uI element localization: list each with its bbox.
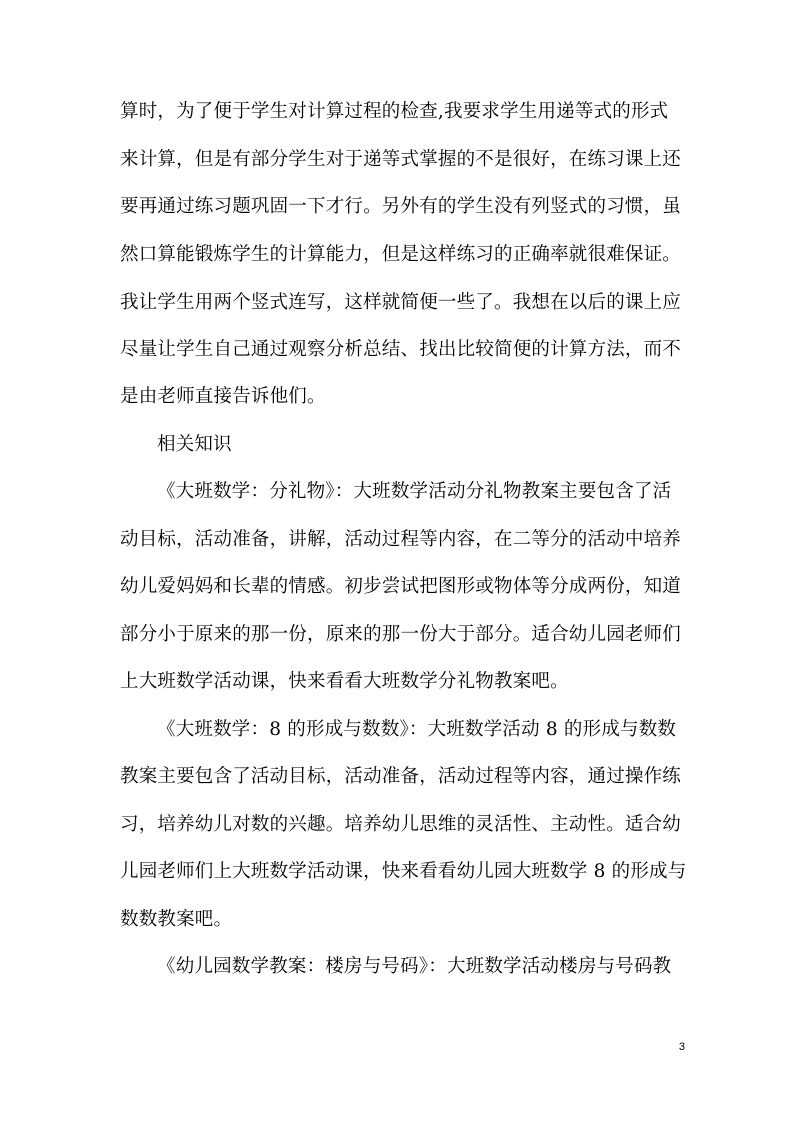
paragraph-line: 部分小于原来的那一份，原来的那一份大于部分。适合幼儿园老师们 bbox=[120, 624, 682, 645]
paragraph-line: 《幼儿园数学教案：楼房与号码》：大班数学活动楼房与号码教 bbox=[157, 956, 672, 977]
paragraph-line: 《大班数学：8 的形成与数数》：大班数学活动 8 的形成与数数 bbox=[157, 719, 677, 740]
paragraph-line: 教案主要包含了活动目标，活动准备，活动过程等内容，通过操作练 bbox=[120, 766, 682, 787]
paragraph-line: 动目标，活动准备，讲解，活动过程等内容，在二等分的活动中培养 bbox=[120, 529, 682, 550]
paragraph-line: 上大班数学活动课，快来看看大班数学分礼物教案吧。 bbox=[120, 671, 569, 692]
paragraph-line: 我让学生用两个竖式连写，这样就简便一些了。我想在以后的课上应 bbox=[120, 292, 682, 313]
paragraph-line: 尽量让学生自己通过观察分析总结、找出比较简便的计算方法，而不 bbox=[120, 339, 682, 360]
paragraph-line: 幼儿爱妈妈和长辈的情感。初步尝试把图形或物体等分成两份，知道 bbox=[120, 576, 682, 597]
paragraph-line: 数数教案吧。 bbox=[120, 909, 233, 930]
paragraph-line: 是由老师直接告诉他们。 bbox=[120, 386, 326, 407]
paragraph-line: 要再通过练习题巩固一下才行。另外有的学生没有列竖式的习惯，虽 bbox=[120, 196, 682, 217]
page-number: 3 bbox=[678, 1041, 685, 1053]
paragraph-line: 然口算能锻炼学生的计算能力，但是这样练习的正确率就很难保证。 bbox=[120, 244, 682, 265]
paragraph-line: 儿园老师们上大班数学活动课，快来看看幼儿园大班数学 8 的形成与 bbox=[120, 861, 687, 882]
section-heading: 相关知识 bbox=[157, 434, 232, 455]
paragraph-line: 《大班数学：分礼物》：大班数学活动分礼物教案主要包含了活 bbox=[157, 481, 672, 502]
paragraph-line: 算时，为了便于学生对计算过程的检查,我要求学生用递等式的形式 bbox=[120, 101, 669, 122]
paragraph-line: 来计算，但是有部分学生对于递等式掌握的不是很好，在练习课上还 bbox=[120, 149, 682, 170]
paragraph-line: 习，培养幼儿对数的兴趣。培养幼儿思维的灵活性、主动性。适合幼 bbox=[120, 814, 682, 835]
